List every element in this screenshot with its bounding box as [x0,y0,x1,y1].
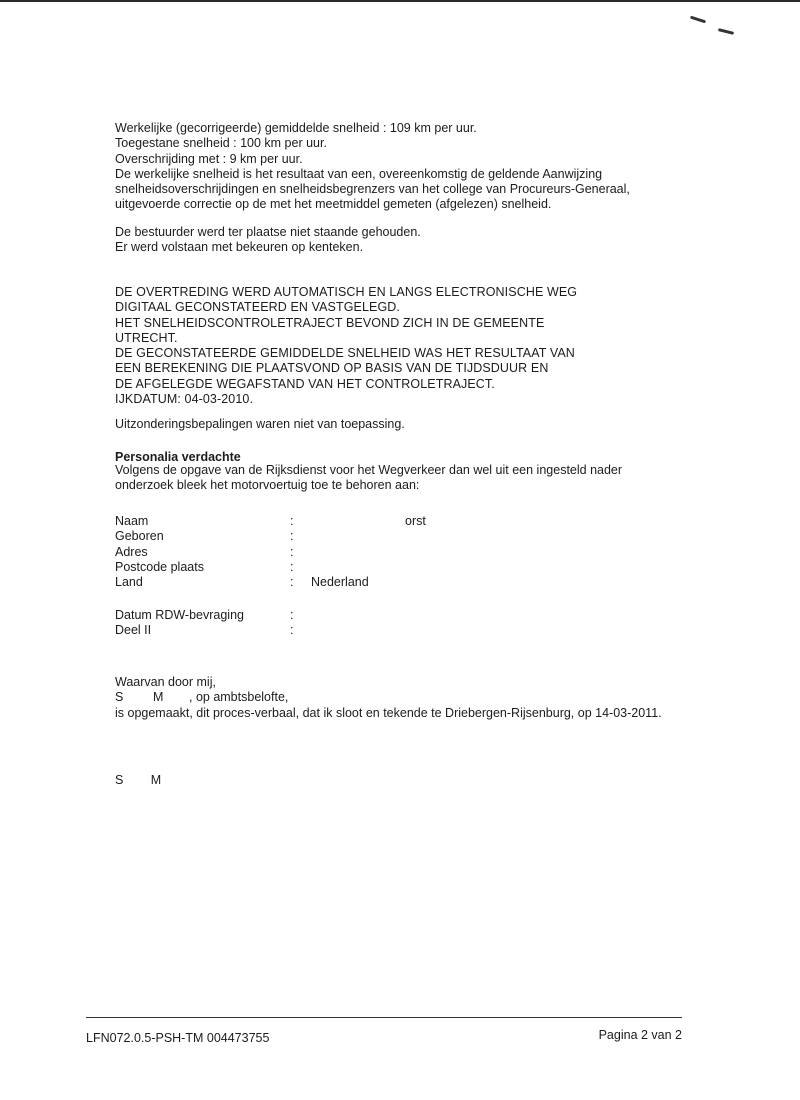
text-line: snelheidsoverschrijdingen en snelheidsbegrenzers van het college van Procureurs-Generaal, [115,182,630,197]
text-line: HET SNELHEIDSCONTROLETRAJECT BEVOND ZICH IN DE GEMEENTE [115,315,545,330]
page-number: Pagina 2 van 2 [598,1028,682,1042]
field-colon: : [290,575,294,590]
field-label: Adres [115,544,148,559]
text-line: DE OVERTREDING WERD AUTOMATISCH EN LANGS ELECTRONISCHE WEG [115,285,578,299]
text-line: UTRECHT. [115,330,178,345]
text-line: IJKDATUM: 04-03-2010. [115,392,254,407]
text-line: onderzoek bleek het motorvoertuig toe te behoren aan: [115,478,420,493]
text-line: Overschrijding met : 9 km per uur. [115,151,303,166]
footer-divider [86,1017,682,1018]
closing-paragraph [115,675,662,721]
scan-mark [690,16,706,24]
text-line: Toegestane snelheid : 100 km per uur. [115,136,327,151]
field-label: Postcode plaats [115,559,204,574]
field-value: Nederland [311,575,369,590]
field-colon: : [290,559,294,574]
scan-top-edge [0,0,800,2]
field-label: Geboren [115,529,164,544]
field-label: Deel II [115,623,152,638]
exceptions-line: Uitzonderingsbepalingen waren niet van toepassing. [115,417,405,431]
text-line: EEN BEREKENING DIE PLAATSVOND OP BASIS VAN DE TIJDSDUUR EN [115,361,549,376]
stop-paragraph [115,225,421,256]
field-colon: : [290,608,294,622]
field-colon: : [290,529,294,544]
field-colon: : [290,623,294,638]
section-heading: Personalia verdachte [115,450,241,464]
text-line: Werkelijke (gecorrigeerde) gemiddelde snelheid : 109 km per uur. [115,121,477,135]
signature-initials: S M [115,773,162,787]
field-colon: : [290,514,294,528]
field-label: Naam [115,514,149,528]
automatic-detection-paragraph [115,285,577,407]
text-line: DIGITAAL GECONSTATEERD EN VASTGELEGD. [115,300,400,315]
text-line: De werkelijke snelheid is het resultaat van een, overeenkomstig de geldende Aanwijzing [115,166,603,181]
officer-line [115,690,662,705]
text-line: Waarvan door mij, [115,675,216,689]
text-line: uitgevoerde correctie op de met het meetmiddel gemeten (afgelezen) snelheid. [115,197,552,212]
text-line: Er werd volstaan met bekeuren op kenteken. [115,240,364,255]
text-line: DE GECONSTATEERDE GEMIDDELDE SNELHEID WAS HET RESULTAAT VAN [115,346,575,361]
field-label: Land [115,575,143,590]
text-line: DE AFGELEGDE WEGAFSTAND VAN HET CONTROLETRAJECT. [115,376,495,391]
field-label: Datum RDW-bevraging [115,608,244,622]
officer-initial: S [115,690,124,705]
scan-mark [718,28,734,35]
officer-middle: M [153,690,164,705]
officer-oath: , op ambtsbelofte, [189,690,289,705]
text-line: Volgens de opgave van de Rijksdienst voor het Wegverkeer dan wel uit een ingesteld nader [115,463,623,477]
field-value: orst [405,514,426,528]
text-line: De bestuurder werd ter plaatse niet staande gehouden. [115,225,421,239]
document-code: LFN072.0.5-PSH-TM 004473755 [86,1031,270,1045]
text-line: is opgemaakt, dit proces-verbaal, dat ik sloot en tekende te Driebergen-Rijsenburg, op 14-03-2011. [115,705,662,720]
field-colon: : [290,544,294,559]
personalia-intro [115,463,622,494]
speed-measurement-paragraph [115,121,630,213]
